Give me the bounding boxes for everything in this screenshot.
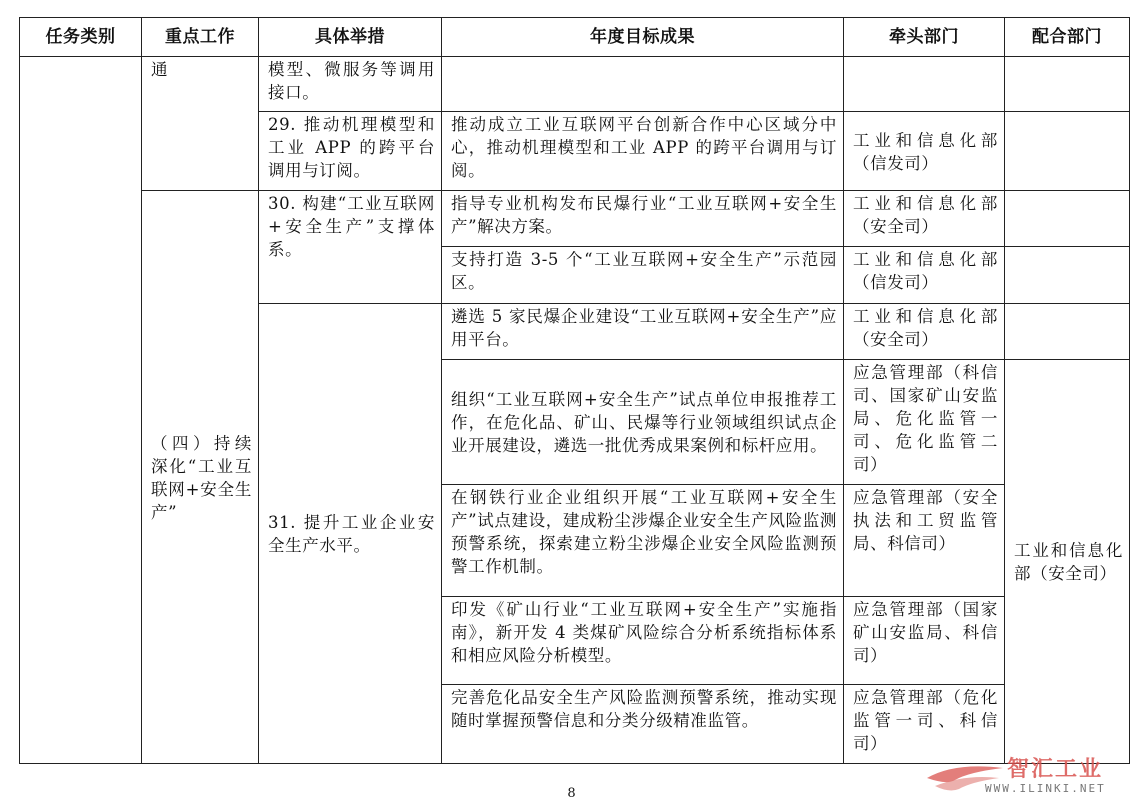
measure-cell: 模型、微服务等调用接口。 — [259, 57, 442, 112]
header-lead-dept: 牵头部门 — [844, 18, 1005, 57]
watermark-brand: 智汇工业 — [1007, 757, 1104, 782]
lead-dept-cell: 应急管理部（安全执法和工贸监管局、科信司） — [844, 485, 1005, 597]
header-measures: 具体举措 — [259, 18, 442, 57]
key-work-cell: 通 — [142, 57, 259, 191]
lead-dept-cell: 应急管理部（国家矿山安监局、科信司） — [844, 597, 1005, 685]
header-category: 任务类别 — [20, 18, 142, 57]
lead-dept-cell: 工业和信息化部（安全司） — [844, 304, 1005, 360]
measure-cell: 29. 推动机理模型和工业 APP 的跨平台调用与订阅。 — [259, 112, 442, 191]
support-dept-cell — [1005, 112, 1130, 191]
header-row — [20, 18, 1130, 57]
table-row — [20, 57, 1130, 112]
lead-dept-cell: 应急管理部（科信司、国家矿山安监局、危化监管一司、危化监管二司） — [844, 360, 1005, 485]
lead-dept-cell: 工业和信息化部（信发司） — [844, 247, 1005, 304]
support-dept-cell — [1005, 304, 1130, 360]
measure-cell: 31. 提升工业企业安全生产水平。 — [259, 304, 442, 764]
target-cell: 指导专业机构发布民爆行业“工业互联网+安全生产”解决方案。 — [442, 191, 844, 247]
lead-dept-cell: 工业和信息化部（安全司） — [844, 191, 1005, 247]
target-cell: 在钢铁行业企业组织开展“工业互联网+安全生产”试点建设，建成粉尘涉爆企业安全生产风险监测预警系统，探索建立粉尘涉爆企业安全风险监测预警工作机制。 — [442, 485, 844, 597]
work-plan-table — [19, 17, 1130, 764]
target-cell: 支持打造 3-5 个“工业互联网+安全生产”示范园区。 — [442, 247, 844, 304]
target-cell: 组织“工业互联网+安全生产”试点单位申报推荐工作，在危化品、矿山、民爆等行业领域组织试点企业开展建设，遴选一批优秀成果案例和标杆应用。 — [442, 360, 844, 485]
lead-dept-cell: 工业和信息化部（信发司） — [844, 112, 1005, 191]
target-cell: 遴选 5 家民爆企业建设“工业互联网+安全生产”应用平台。 — [442, 304, 844, 360]
watermark — [925, 752, 1135, 802]
measure-cell: 30. 构建“工业互联网+安全生产”支撑体系。 — [259, 191, 442, 304]
support-dept-cell: 工业和信息化部（安全司） — [1005, 360, 1130, 764]
support-dept-cell — [1005, 247, 1130, 304]
target-cell: 印发《矿山行业“工业互联网+安全生产”实施指南》，新开发 4 类煤矿风险综合分析系统指标体系和相应风险分析模型。 — [442, 597, 844, 685]
support-dept-cell — [1005, 57, 1130, 112]
lead-dept-cell: 应急管理部（危化监管一司、科信司） — [844, 685, 1005, 764]
header-key-work: 重点工作 — [142, 18, 259, 57]
target-cell — [442, 57, 844, 112]
key-work-cell: （四）持续深化“工业互联网+安全生产” — [142, 191, 259, 764]
header-support-dept: 配合部门 — [1005, 18, 1130, 57]
table-row — [20, 191, 1130, 247]
support-dept-cell — [1005, 191, 1130, 247]
page-number: 8 — [567, 786, 576, 801]
watermark-url: WWW.ILINKI.NET — [985, 782, 1106, 795]
target-cell: 推动成立工业互联网平台创新合作中心区域分中心，推动机理模型和工业 APP 的跨平台调用与订阅。 — [442, 112, 844, 191]
target-cell: 完善危化品安全生产风险监测预警系统，推动实现随时掌握预警信息和分类分级精准监管。 — [442, 685, 844, 764]
header-targets: 年度目标成果 — [442, 18, 844, 57]
category-cell — [20, 57, 142, 764]
lead-dept-cell — [844, 57, 1005, 112]
